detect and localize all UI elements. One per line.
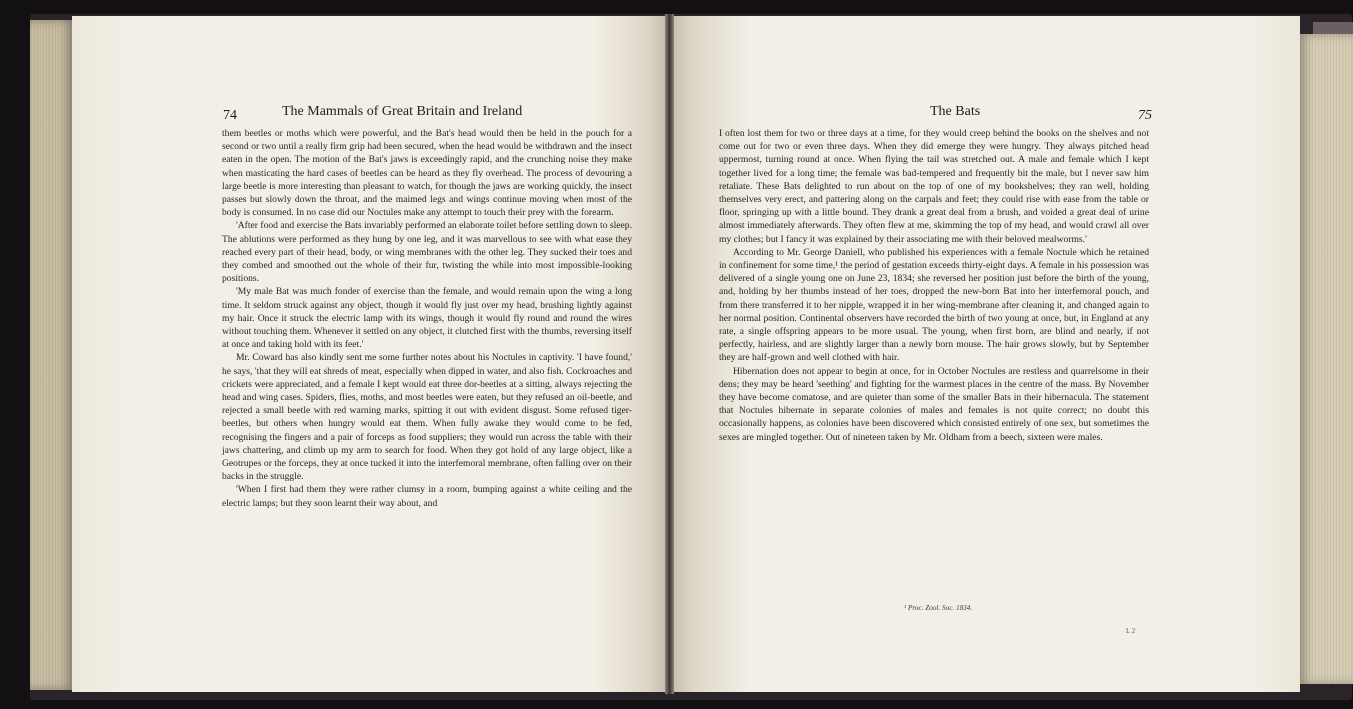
right-page [674,16,1300,692]
left-page [72,16,665,692]
signature-mark: L 2 [1126,627,1136,635]
right-page-number: 75 [1138,108,1152,123]
paragraph: According to Mr. George Daniell, who published his experiences with a female Noctule which he retained in confinement for some time,¹ the period of gestation exceeds thirty-eight days. A female in his possession was delivered of a single young one on June 23, 1834; she reversed her position just before the birth of the young, and, holding by her thumbs instead of her toes, dropped the new-born Bat into her interfemoral pouch, and from there transferred it to her nipple, wrapped it in her wing-membrane after cleaning it, and changed again to her normal position. Continental observers have recorded the birth of two young at once, but, in England at any rate, a single offspring appears to be more usual. The young, when first born, are blind and nearly, if not perfectly, hairless, and are slightly larger than a newly born mouse. The hair grows slowly, but by September they are half-grown and well clothed with hair. [719,246,1149,364]
right-body-text [719,127,1149,444]
right-running-head: The Bats [930,104,981,119]
left-page-number: 74 [223,108,237,123]
left-body-text [222,127,632,510]
paragraph: 'After food and exercise the Bats invariably performed an elaborate toilet before settling down to sleep. The ablutions were performed as they hung by one leg, and it was marvellous to see with what ease they reached every part of their head, body, or wing membranes with the other leg. They sucked their toes and they combed and smoothed out the whole of their fur, twisting the while into most impossible-looking positions. [222,220,632,285]
paragraph: them beetles or moths which were powerful, and the Bat's head would then be held in the pouch for a second or two until a really firm grip had been secured, when the head would be withdrawn and the insect eaten in the open. The motion of the Bat's jaws is exceedingly rapid, and the crunching noise they make when masticating the hard cases of beetles can be heard as they fly overhead. The process of devouring a large beetle is more interesting than pleasant to watch, for though the jaws are working quickly, the insect passes but slowly down the throat, and the maimed legs and wings continue moving when most of the body is consumed. In no case did our Noctules make any attempt to touch their prey with the forearm. [222,128,632,219]
paragraph: I often lost them for two or three days at a time, for they would creep behind the books on the shelves and not come out for two or even three days. When they did emerge they were hungry. They always pitched head uppermost, turning round at once. When flying the tail was stretched out. A male and female which I kept together lived for a long time; the female was bad-tempered and frequently bit the male, but I never saw him retaliate. These Bats delighted to run about on the top of one of my bookshelves; they ran well, holding themselves very erect, and pattering along on the carpals and feet; they could rise with ease from the table or floor, springing up with a little bound. They drank a great deal from a brush, and voided a great deal of urine almost immediately afterwards. They often flew at me, skimming the top of my head, and would crawl all over my clothes; but I fancy it was explained by their associating me with their beloved mealworms.' [719,128,1149,245]
paragraph: Mr. Coward has also kindly sent me some further notes about his Noctules in captivity. 'I have found,' he says, 'that they will eat shreds of meat, especially when dipped in water, and also fish. Cockroaches and crickets were appreciated, and a female I kept would eat three dor-beetles at a sitting, always rejecting the head and wing cases. Spiders, flies, moths, and most beetles were eaten, but they refused an oil-beetle, and rejected a small beetle with red warning marks, spitting it out with evident disgust. Some refused tiger-beetles, but others when hungry would eat them. When fully awake they would come to be fed, recognising the fingers and a pair of forceps as food suppliers; they would run across the table with their jaws chattering, and climb up my arm to search for food. When they got hold of any large object, like a Geotrupes or the forceps, they at once tucked it into the interfemoral membrane, often falling over on their backs in the struggle. [222,352,632,483]
left-running-head: The Mammals of Great Britain and Ireland [282,104,523,119]
right-page-edges [1299,34,1353,684]
footnote: ¹ Proc. Zool. Soc. 1834. [904,604,973,612]
paragraph: 'When I first had them they were rather clumsy in a room, bumping against a white ceiling and the electric lamps; but they soon learnt their way about, and [222,484,632,509]
left-page-edges [30,20,74,690]
book-gutter [665,14,674,694]
paragraph: 'My male Bat was much fonder of exercise than the female, and would remain upon the wing a long time. It seldom struck against any object, though it would fly just over my head, brushing lightly against my hair. Once it struck the electric lamp with its wings, though it would fly round and round the wires without touching them. Whenever it settled on any object, it clutched first with the thumbs, reversing itself at once and taking hold with its feet.' [222,286,632,351]
paragraph: Hibernation does not appear to begin at once, for in October Noctules are restless and quarrelsome in their dens; they may be heard 'seething' and fighting for the warmest places in the centre of the mass. By November they have become comatose, and are quieter than some of the smaller Bats in their hibernacula. The statement that Noctules hibernate in separate colonies of males and females is not quite correct; no doubt this occasionally happens, as colonies have been discovered which consisted entirely of one sex, but sometimes the sexes are mingled together. Out of nineteen taken by Mr. Oldham from a beech, sixteen were males. [719,365,1149,443]
